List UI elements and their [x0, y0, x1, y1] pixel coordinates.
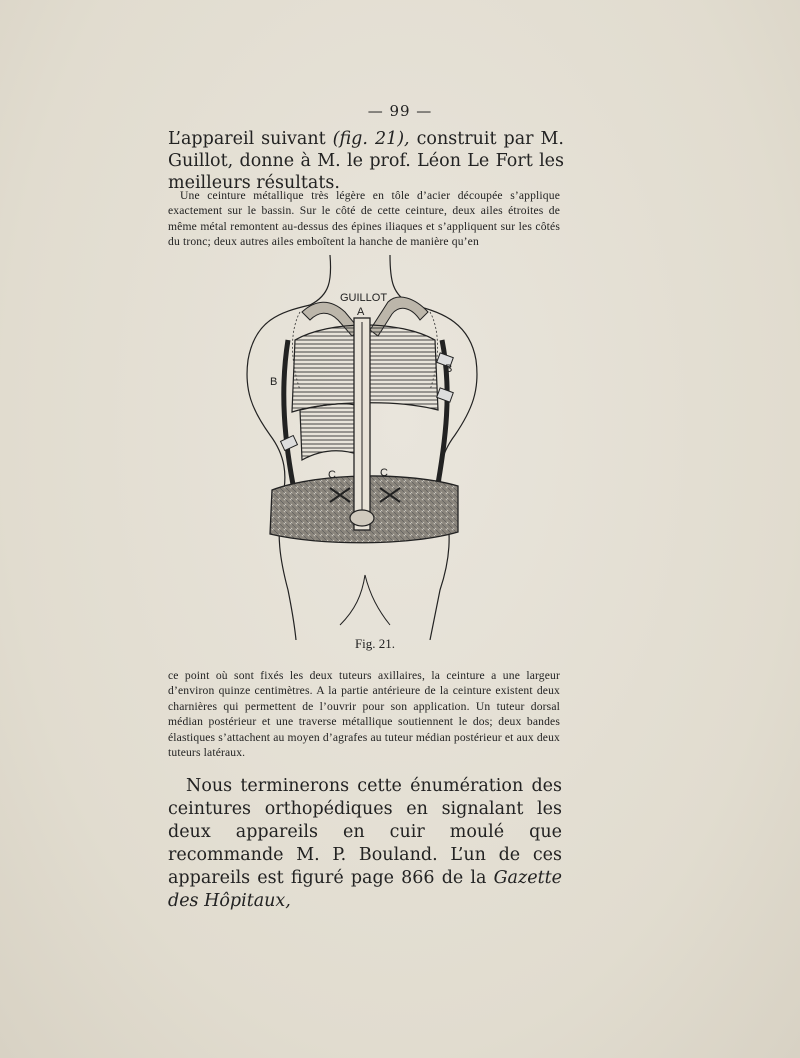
- figure-reference: (fig. 21),: [332, 129, 410, 149]
- figure-label-c-left: C: [328, 469, 336, 481]
- intro-text-end: construit par M. Guillot, donne à M. le prof. Léon Le Fort les meilleurs résultats.: [168, 129, 564, 193]
- description-text-2: ce point où sont fixés les deux tuteurs axillaires, la ceinture a une largeur d’environ quinze centimètres. A la partie antérieure de la ceinture existent deux charnières qui permettent de l’ouvrir pour son application. Un tuteur dorsal médian postérieur et une traverse métallique soutiennent le dos; deux bandes élastiques s’attachent au moyen d’agrafes au tuteur médian postérieur et aux deux tuteurs latéraux.: [168, 669, 560, 760]
- description-text-1: Une ceinture métallique très légère en tôle d’acier découpée s’applique exactement sur le bassin. Sur le côté de cette ceinture, deux ailes étroites de même métal remontent au-dessus des épines iliaques et s’appliquent sur les côtés du tronc; deux autres ailes emboîtent la hanche de manière qu’en: [168, 189, 560, 249]
- figure-caption: Fig. 21.: [354, 636, 396, 651]
- intro-paragraph: [168, 128, 564, 194]
- journal-title: Gazette des Hôpitaux,: [168, 868, 562, 911]
- closing-paragraph: [168, 775, 562, 913]
- intro-text-start: L’appareil suivant: [168, 129, 333, 149]
- description-paragraph-1: [168, 188, 560, 250]
- orthopedic-corset-engraving: [240, 250, 490, 640]
- figure-label-c-right: C: [380, 467, 388, 479]
- figure-maker-label: GUILLOT: [340, 292, 388, 304]
- figure-21-illustration: [240, 250, 490, 640]
- figure-label-b-right: B: [445, 363, 453, 375]
- figure-label-b-left: B: [270, 376, 278, 388]
- description-paragraph-2: [168, 668, 560, 760]
- page-number: — 99 —: [367, 102, 433, 120]
- figure-label-a: A: [357, 306, 365, 318]
- closing-text: Nous terminerons cette énumération des ceintures orthopédiques en signalant les deux appareils en cuir moulé que recommande M. P. Bouland. L’un de ces appareils est figuré page 866 de la: [168, 776, 562, 888]
